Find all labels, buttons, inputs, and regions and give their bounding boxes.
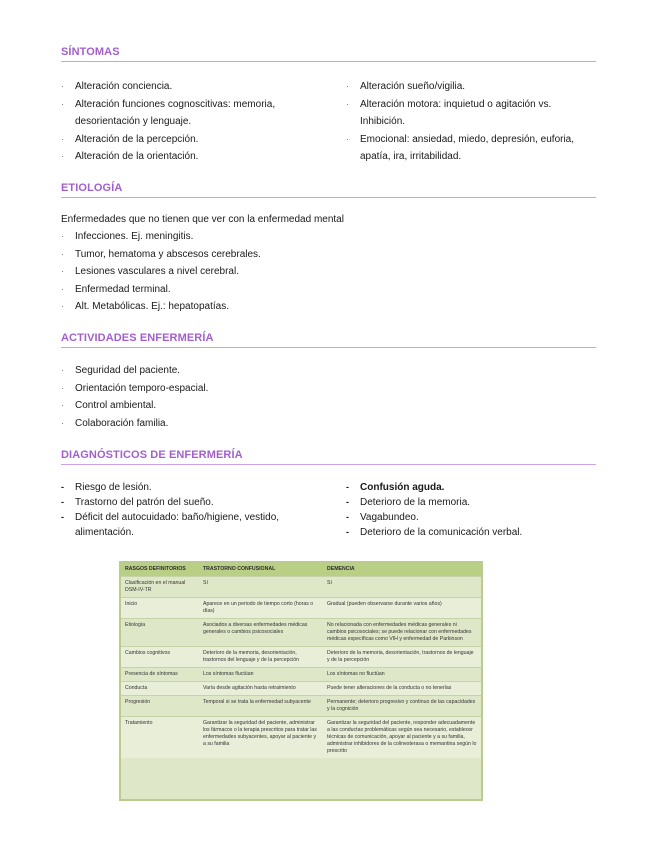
- table-cell: Progresión: [121, 696, 199, 717]
- table-cell: Asociados a diversas enfermedades médicas generales o cambios psicosociales: [199, 619, 323, 647]
- table-header: RASGOS DEFINITORIOS: [121, 563, 199, 577]
- table-header: DEMENCIA: [323, 563, 481, 577]
- table-cell: Inicio: [121, 598, 199, 619]
- list-item: · Control ambiental.: [61, 400, 157, 411]
- table-cell: Etiología: [121, 619, 199, 647]
- diagnosticos-list-right: [346, 480, 606, 540]
- table-cell: Garantizar la seguridad del paciente, administrar los fármacos o la terapia prescritos para tratar las enfermedades subyacentes, apoyar al paciente y a su familia: [199, 717, 323, 759]
- diagnosticos-list-left: [61, 480, 311, 540]
- table-cell: Los síntomas fluctúan: [199, 668, 323, 682]
- list-item: · Alteración sueño/vigilia.: [346, 81, 466, 92]
- list-item: · Alteración conciencia.: [61, 81, 173, 92]
- list-item: desorientación y lenguaje.: [75, 116, 192, 127]
- table-cell: Puede tener alteraciones de la conducta o no tenerlas: [323, 682, 481, 696]
- list-item: · Infecciones. Ej. meningitis.: [61, 231, 194, 242]
- list-item: - Riesgo de lesión.: [61, 482, 152, 493]
- list-item: · Lesiones vasculares a nivel cerebral.: [61, 266, 239, 277]
- table-cell: Permanente; deterioro progresivo y continuo de las capacidades y la cognición: [323, 696, 481, 717]
- table-row: [121, 598, 481, 619]
- table-header: TRASTORNO CONFUSIONAL: [199, 563, 323, 577]
- table-row: [121, 717, 481, 759]
- table-cell: Cambios cognitivos: [121, 647, 199, 668]
- list-item: - Deterioro de la comunicación verbal.: [346, 527, 523, 538]
- list-item: · Enfermedad terminal.: [61, 283, 171, 295]
- table-cell: Gradual (pueden observarse durante varios años): [323, 598, 481, 619]
- list-item: · Colaboración familia.: [61, 417, 169, 429]
- table-cell: Garantizar la seguridad del paciente, responder adecuadamente a las conductas problemáticas según sea necesario, establecer técnicas de comunicación, apoyar al paciente y a su familia, administrar inhibidores de la colinesterasa o memantina según lo prescrito: [323, 717, 481, 759]
- table-cell: No relacionada con enfermedades médicas generales ni cambios psicosociales; se puede relacionar con enfermedades médicas específicas como VIH y enfermedad de Parkinson: [323, 619, 481, 647]
- table-row: [121, 577, 481, 598]
- sintomas-list-left: [61, 78, 341, 166]
- list-item: apatía, ira, irritabilidad.: [360, 151, 462, 162]
- table-cell: Tratamiento: [121, 717, 199, 759]
- list-item: · Orientación temporo-espacial.: [61, 382, 209, 394]
- table-row: [121, 696, 481, 717]
- list-item: · Emocional: ansiedad, miedo, depresión, euforia,: [346, 133, 575, 145]
- list-item: - Trastorno del patrón del sueño.: [61, 497, 214, 508]
- comparison-table: [119, 561, 483, 801]
- table-row: [121, 647, 481, 668]
- list-item: · Alteración de la percepción.: [61, 133, 199, 145]
- table-cell: Varía desde agitación hasta retraimiento: [199, 682, 323, 696]
- list-item: - Déficit del autocuidado: baño/higiene, vestido,: [61, 512, 280, 523]
- table-cell: Sí: [199, 577, 323, 598]
- table-row: [121, 682, 481, 696]
- list-item: - Deterioro de la memoria.: [346, 497, 471, 508]
- list-item: - Vagabundeo.: [346, 512, 419, 523]
- list-item: · Seguridad del paciente.: [61, 365, 181, 376]
- etiologia-list: [61, 228, 461, 316]
- table-row: [121, 668, 481, 682]
- list-item: · Alteración motora: inquietud o agitación vs.: [346, 98, 552, 110]
- table-cell: Los síntomas no fluctúan: [323, 668, 481, 682]
- section-title-actividades: ACTIVIDADES ENFERMERÍA: [61, 332, 596, 348]
- list-item: - Confusión aguda.: [346, 482, 445, 493]
- list-item: · Alteración de la orientación.: [61, 151, 199, 162]
- list-item: Inhibición.: [360, 116, 406, 127]
- section-title-etiologia: ETIOLOGÍA: [61, 182, 596, 198]
- list-item: alimentación.: [75, 527, 134, 538]
- actividades-list: [61, 362, 461, 432]
- table-row: [121, 619, 481, 647]
- etiologia-intro: Enfermedades que no tienen que ver con la enfermedad mental: [61, 214, 344, 225]
- table-cell: Sí: [323, 577, 481, 598]
- table-cell: Aparece en un periodo de tiempo corto (horas o días): [199, 598, 323, 619]
- table-cell: Presencia de síntomas: [121, 668, 199, 682]
- table-cell: Conducta: [121, 682, 199, 696]
- table-cell: Temporal si se trata la enfermedad subyacente: [199, 696, 323, 717]
- table-cell: Deterioro de la memoria, desorientación, trastornos de lenguaje y de la percepción: [323, 647, 481, 668]
- sintomas-list-right: [346, 78, 606, 166]
- list-item: · Tumor, hematoma y abscesos cerebrales.: [61, 248, 261, 260]
- table-cell: Clasificación en el manual DSM-IV-TR: [121, 577, 199, 598]
- list-item: · Alteración funciones cognoscitivas: memoria,: [61, 98, 276, 110]
- list-item: · Alt. Metabólicas. Ej.: hepatopatías.: [61, 301, 229, 312]
- section-title-sintomas: SÍNTOMAS: [61, 46, 596, 62]
- table-cell: Deterioro de la memoria, desorientación, trastornos del lenguaje y de la percepción: [199, 647, 323, 668]
- section-title-diagnosticos: DIAGNÓSTICOS DE ENFERMERÍA: [61, 449, 596, 465]
